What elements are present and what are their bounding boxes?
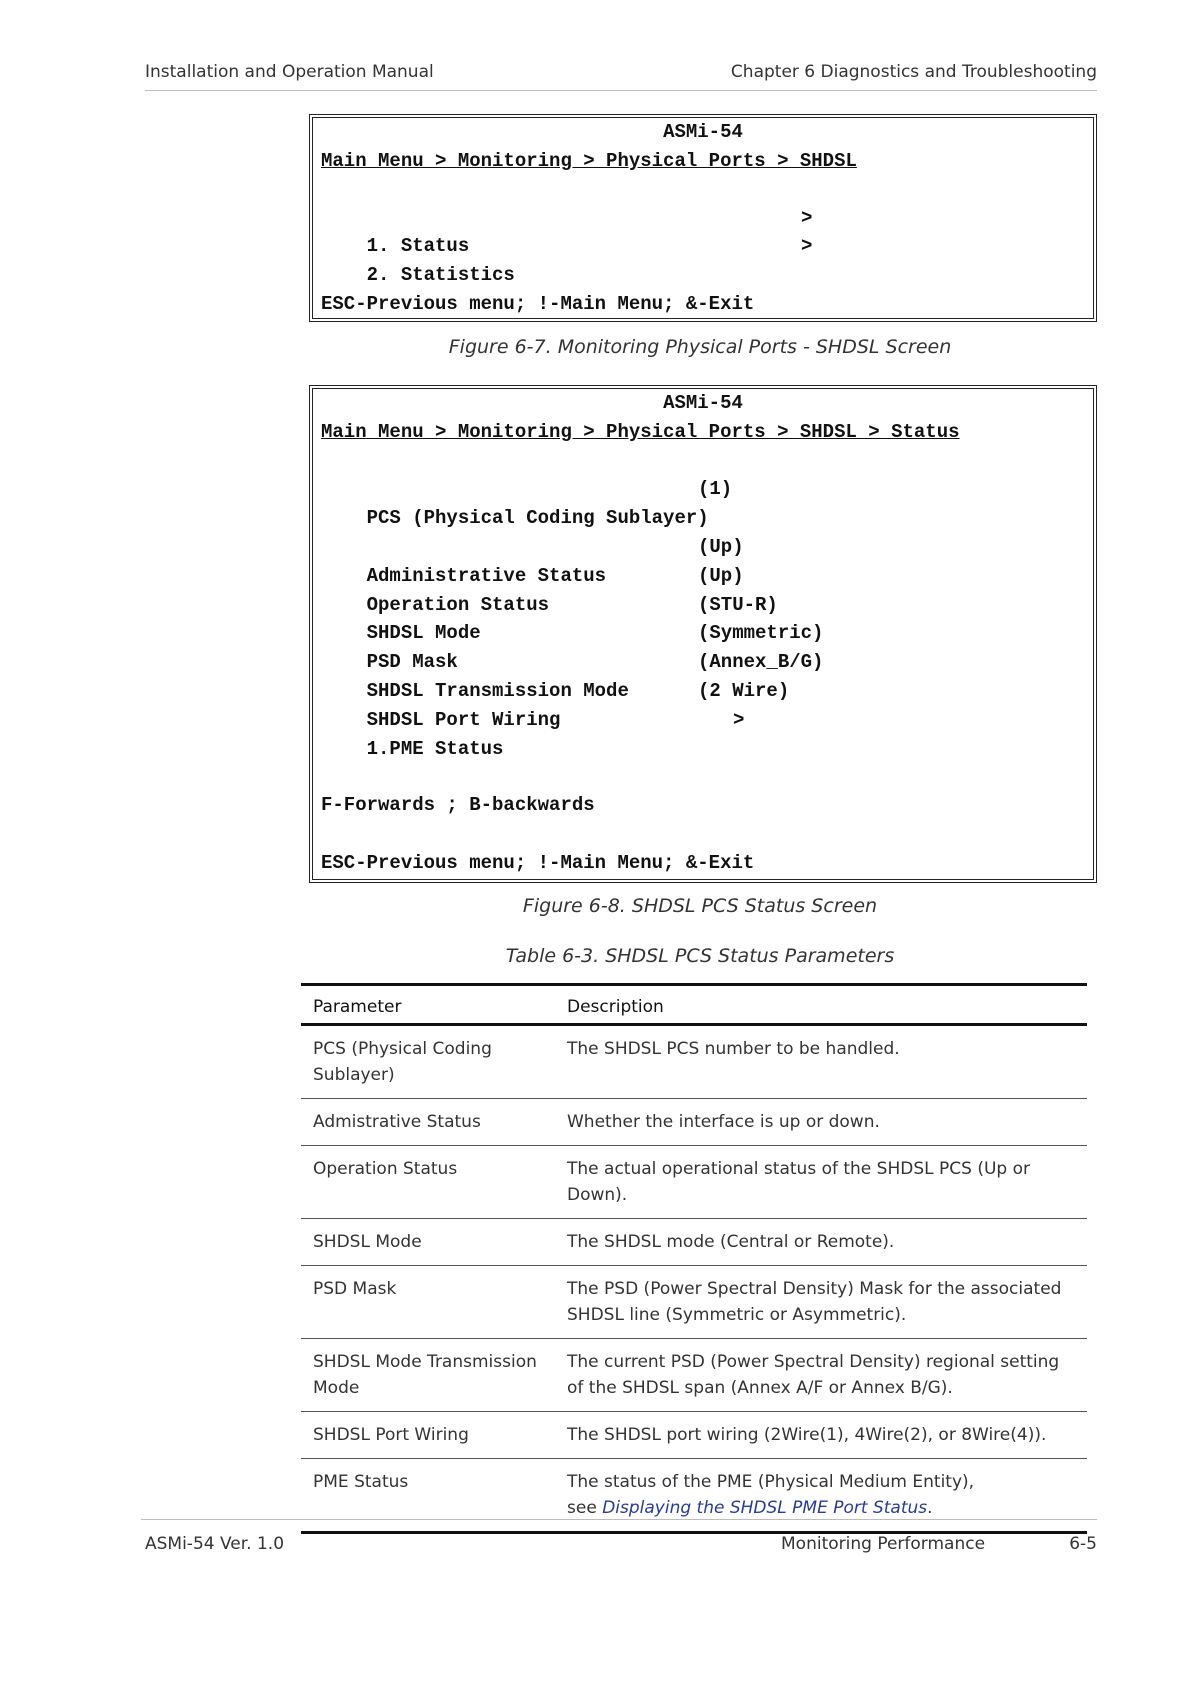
desc-cell: The actual operational status of the SHDSL PCS (Up or Down). [555, 1146, 1087, 1219]
param-cell: PSD Mask [301, 1266, 555, 1339]
table-caption: Table 6-3. SHDSL PCS Status Parameters [505, 945, 895, 967]
column-header-description: Description [555, 985, 1087, 1025]
submenu-arrow-icon: > [801, 206, 813, 229]
field-value: (Up) [698, 535, 744, 558]
pcs-value: (1) [698, 478, 733, 501]
table-row [301, 1025, 1087, 1099]
submenu-arrow-icon: > [733, 708, 745, 731]
menu-item-label: 1. Status [366, 235, 470, 258]
table-row [301, 1339, 1087, 1412]
field-label: 1.PME Status [366, 737, 504, 760]
param-cell: PME Status [313, 1472, 409, 1492]
param-cell: SHDSL Port Wiring [301, 1412, 555, 1459]
pcs-row [321, 475, 1085, 530]
param-cell: PCS (Physical Coding Sublayer) [301, 1025, 555, 1099]
table-row [301, 1266, 1087, 1339]
table-row [301, 1219, 1087, 1266]
field-label: SHDSL Transmission Mode [366, 679, 629, 702]
desc-cell: The SHDSL PCS number to be handled. [555, 1025, 1087, 1099]
submenu-arrow-icon: > [801, 235, 813, 258]
screen-title: ASMi-54 [663, 392, 743, 414]
field-value: (Symmetric) [698, 622, 824, 645]
table-row [301, 1412, 1087, 1459]
header-manual-title: Installation and Operation Manual [145, 62, 434, 82]
pcs-label: PCS (Physical Coding Sublayer) [366, 507, 709, 530]
field-label: SHDSL Mode [366, 622, 481, 645]
menu-item-statistics[interactable] [321, 232, 1085, 286]
figure-caption: Figure 6-7. Monitoring Physical Ports - SHDSL Screen [448, 336, 952, 358]
field-label: Administrative Status [366, 564, 607, 587]
desc-end: . [927, 1498, 933, 1518]
screen-title: ASMi-54 [663, 121, 743, 143]
table-row [301, 1146, 1087, 1219]
pme-status-link[interactable]: Displaying the SHDSL PME Port Status [602, 1498, 928, 1518]
screen-footer-keys: ESC-Previous menu; !-Main Menu; &-Exit [321, 851, 755, 874]
column-header-parameter: Parameter [301, 985, 555, 1025]
field-label: Operation Status [366, 593, 550, 616]
terminal-screen-pcs-status [309, 385, 1097, 883]
param-cell: SHDSL Mode [301, 1219, 555, 1266]
desc-cell: Whether the interface is up or down. [555, 1099, 1087, 1146]
field-value: (2 Wire) [698, 679, 790, 702]
menu-item-label: 2. Statistics [366, 263, 515, 286]
screen-breadcrumb: Main Menu > Monitoring > Physical Ports > SHDSL > Status [321, 420, 960, 443]
param-cell: SHDSL Mode Transmission Mode [301, 1339, 555, 1412]
parameters-table [301, 983, 1087, 1534]
footer-page-number: 6-5 [1069, 1534, 1097, 1554]
screen-nav-keys: F-Forwards ; B-backwards [321, 794, 595, 817]
param-cell: Operation Status [301, 1146, 555, 1219]
header-chapter-title: Chapter 6 Diagnostics and Troubleshooting [730, 62, 1097, 82]
footer-version: ASMi-54 Ver. 1.0 [145, 1534, 285, 1554]
footer-section: Monitoring Performance [781, 1534, 986, 1554]
field-value: (Up) [698, 564, 744, 587]
field-row [321, 533, 1085, 587]
desc-cell: The PSD (Power Spectral Density) Mask for the associated SHDSL line (Symmetric or Asymmetric). [555, 1266, 1087, 1339]
screen-footer-keys: ESC-Previous menu; !-Main Menu; &-Exit [321, 292, 755, 315]
screen-breadcrumb: Main Menu > Monitoring > Physical Ports > SHDSL [321, 149, 857, 172]
desc-text: The status of the PME (Physical Medium Entity), [567, 1472, 975, 1492]
page-footer [141, 1519, 1097, 1554]
desc-cell: The SHDSL mode (Central or Remote). [555, 1219, 1087, 1266]
terminal-screen-shdsl-menu [309, 114, 1097, 322]
menu-item-pme-status[interactable] [321, 706, 1085, 760]
table-header-row [301, 985, 1087, 1025]
figure-caption: Figure 6-8. SHDSL PCS Status Screen [522, 895, 878, 917]
field-label: SHDSL Port Wiring [366, 708, 561, 731]
desc-see: see [567, 1498, 603, 1518]
desc-cell: The SHDSL port wiring (2Wire(1), 4Wire(2), or 8Wire(4)). [555, 1412, 1087, 1459]
field-value: (Annex_B/G) [698, 651, 824, 674]
param-cell: Admistrative Status [301, 1099, 555, 1146]
menu-item-status[interactable] [321, 204, 1085, 258]
field-label: PSD Mask [366, 651, 458, 674]
table-row [301, 1099, 1087, 1146]
field-value: (STU-R) [698, 593, 778, 616]
field-row [321, 677, 1085, 731]
page-header [145, 62, 1097, 91]
desc-cell: The current PSD (Power Spectral Density) regional setting of the SHDSL span (Annex A/F or Annex B/G). [555, 1339, 1087, 1412]
